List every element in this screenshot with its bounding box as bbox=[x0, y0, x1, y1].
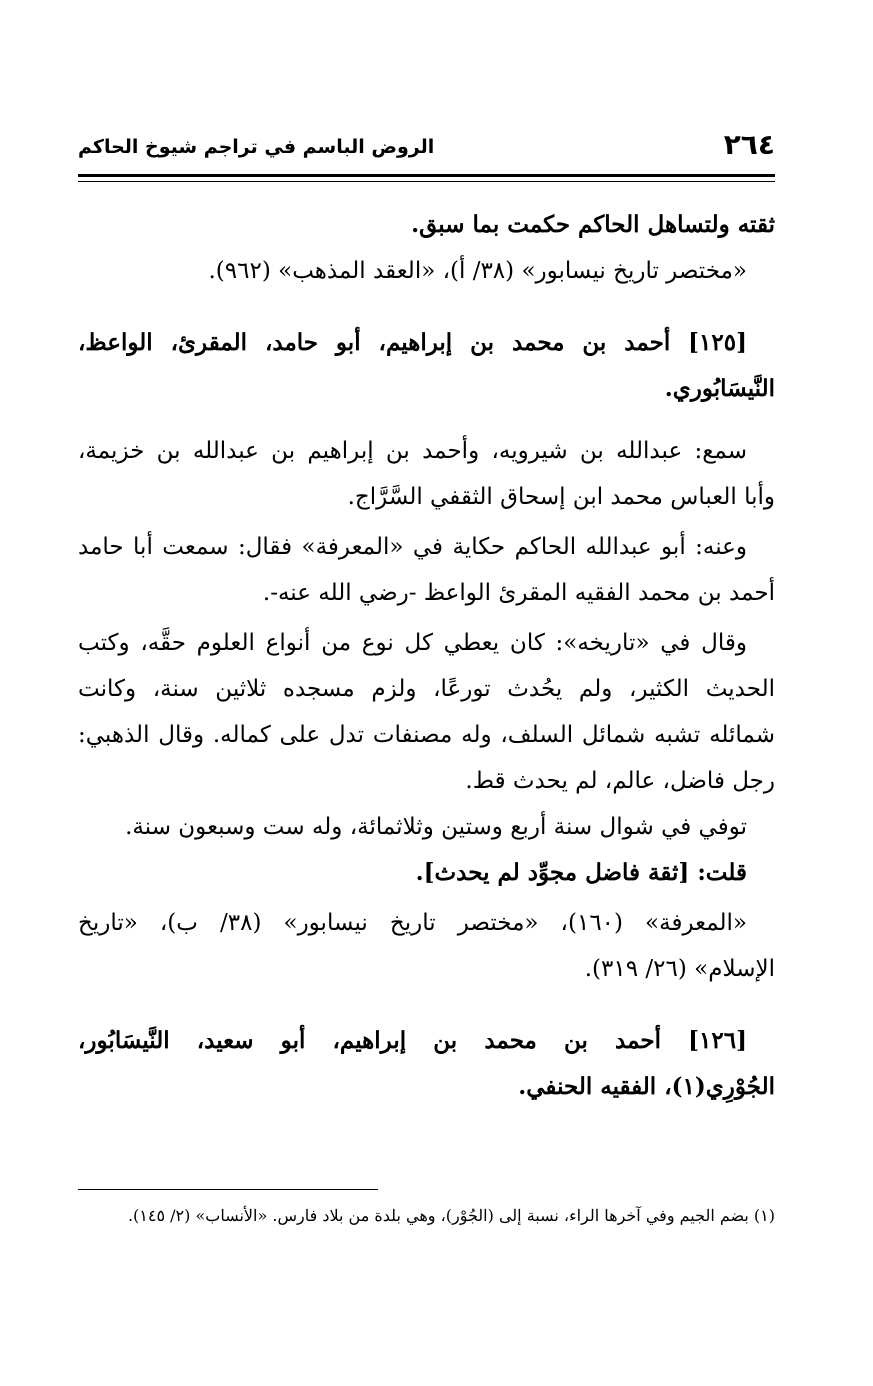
paragraph-line: وأبا العباس محمد ابن إسحاق الثقفي السَّرَّاج. bbox=[347, 484, 775, 510]
entry-heading-line: [١٢٥] أحمد بن محمد بن إبراهيم، أبو حامد، المقرئ، الواعظ، bbox=[78, 329, 747, 356]
death-line: توفي في شوال سنة أربع وستين وثلاثمائة، وله ست وسبعون سنة. bbox=[125, 814, 747, 840]
header-rule-thin bbox=[78, 181, 775, 182]
footnote-rule bbox=[78, 1189, 378, 1190]
paragraph-heard bbox=[78, 428, 775, 520]
book-page bbox=[78, 0, 775, 1386]
entry-heading-125 bbox=[78, 320, 775, 412]
entry-heading-line: النَّيسَابُوري. bbox=[664, 375, 775, 402]
entry-heading-line: الجُوْرِي(١)، الفقيه الحنفي. bbox=[518, 1073, 775, 1100]
paragraph-line: سمع: عبدالله بن شيرويه، وأحمد بن إبراهيم بن عبدالله بن خزيمة، bbox=[78, 438, 747, 464]
paragraph-line: وقال في «تاريخه»: كان يعطي كل نوع من أنواع العلوم حقَّه، وكتب bbox=[78, 630, 747, 656]
paragraph-line: الحديث الكثير، ولم يحُدث تورعًا، ولزم مسجده ثلاثين سنة، وكانت bbox=[78, 676, 775, 702]
paragraph-line: رجل فاضل، عالم، لم يحدث قط. bbox=[465, 768, 775, 794]
entry-heading-line: [١٢٦] أحمد بن محمد بن إبراهيم، أبو سعيد، النَّيسَابُور، bbox=[78, 1027, 747, 1054]
page-header bbox=[78, 128, 775, 172]
entry-heading-126 bbox=[78, 1018, 775, 1110]
paragraph-line: أحمد بن محمد الفقيه المقرئ الواعظ -رضي الله عنه-. bbox=[262, 580, 775, 606]
text-line: ثقته ولتساهل الحاكم حكمت بما سبق. bbox=[411, 211, 775, 238]
citation-line: «المعرفة» (١٦٠)، «مختصر تاريخ نيسابور» (٣٨/ ب)، «تاريخ bbox=[78, 910, 748, 936]
page-body bbox=[78, 202, 775, 1110]
running-title: الروض الباسم في تراجم شيوخ الحاكم bbox=[78, 136, 435, 158]
verdict-line: قلت: [ثقة فاضل مجوِّد لم يحدث]. bbox=[415, 859, 747, 886]
citation-line: الإسلام» (٢٦/ ٣١٩). bbox=[584, 956, 775, 982]
paragraph-line: شمائله تشبه شمائل السلف، وله مصنفات تدل على كماله. وقال الذهبي: bbox=[78, 722, 775, 748]
paragraph-history bbox=[78, 620, 775, 804]
paragraph-line: وعنه: أبو عبدالله الحاكم حكاية في «المعرفة» فقال: سمعت أبا حامد bbox=[78, 534, 747, 560]
footnote: (١) بضم الجيم وفي آخرها الراء، نسبة إلى (الجُوْر)، وهي بلدة من بلاد فارس. «الأنساب» (٢/ ١٤٥). bbox=[127, 1206, 775, 1225]
page-number: ٢٦٤ bbox=[723, 128, 775, 161]
paragraph-from-him bbox=[78, 524, 775, 616]
header-rule-thick bbox=[78, 174, 775, 177]
citation-paragraph bbox=[78, 900, 775, 992]
citation-line: «مختصر تاريخ نيسابور» (٣٨/ أ)، «العقد المذهب» (٩٦٢). bbox=[208, 258, 747, 284]
